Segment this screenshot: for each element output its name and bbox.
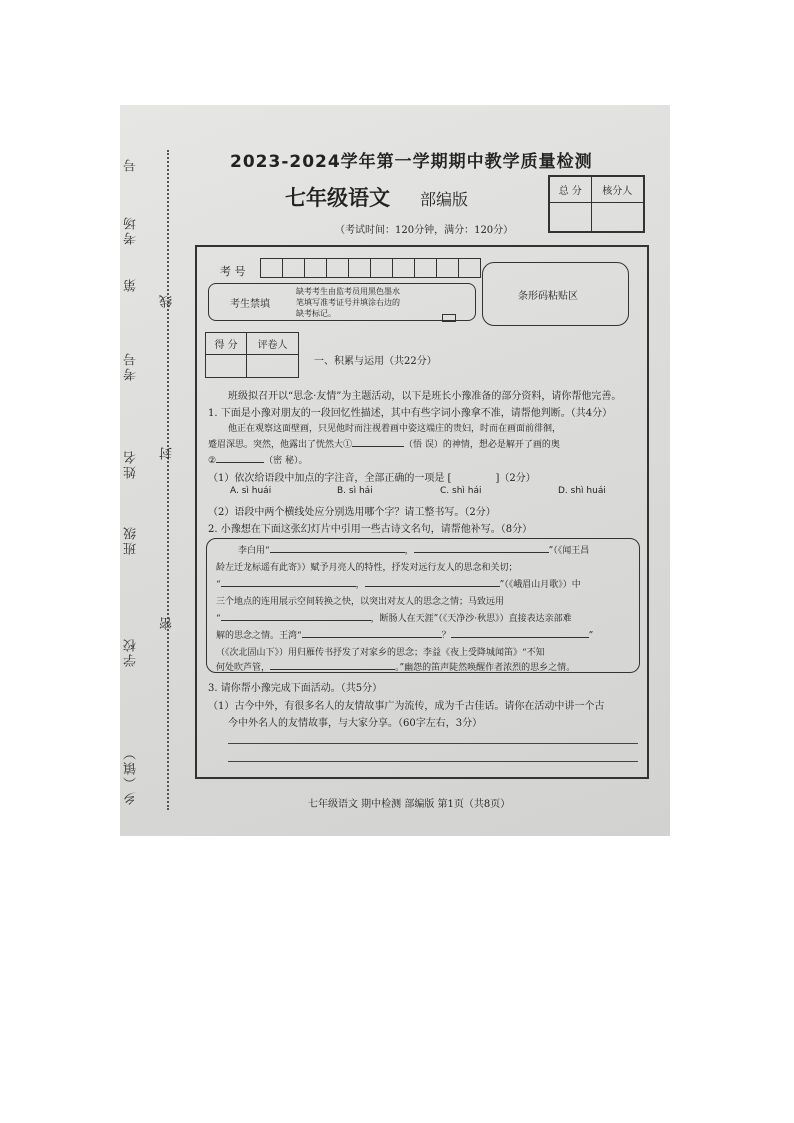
total-score-box [548,175,645,233]
exam-title: 2023-2024学年第一学期期中教学质量检测 [230,152,593,172]
margin-label-class: 班级 [124,525,139,555]
q2-text: 。”幽怨的笛声陡然唤醒作者浓烈的思乡之情。 [395,663,576,673]
q2-text: “ [216,580,221,590]
grader-cell[interactable] [247,355,299,378]
seal-word-secret: 密 [160,615,175,630]
checker-cell[interactable] [591,203,643,232]
q2-text: ， [404,546,414,556]
q1-stem: 1. 下面是小豫对朋友的一段回忆性描述，其中有些字词小豫拿不准，请帮他判断。（共4分） [208,408,613,419]
q2-text: ”（《闻王昌 [548,546,590,556]
q2-blank-1[interactable] [270,552,405,553]
edition-label: 部编版 [420,190,469,209]
q2-blank-5[interactable] [221,620,371,621]
binding-dotted-line [167,150,169,810]
forbidden-text-2: 笔填写准考证号并填涂右边的 [296,298,400,307]
q2-text: ”（《峨眉山月歌》）中 [499,580,581,590]
margin-label-di: 第 [124,277,139,292]
q1-passage-3b: （密 秘）。 [264,456,308,466]
section1-heading: 一、积累与运用（共22分） [314,356,437,367]
total-score-cell[interactable] [550,203,592,232]
q1-passage-2: 蹙眉深思。突然，他露出了恍然大① [208,440,353,450]
seal-word-line: 线 [160,293,175,308]
q3-answer-line-2[interactable] [228,761,638,762]
q1-passage-3a: ② [208,456,217,466]
q1-sub2: （2）语段中两个横线处应分别选用哪个字？请工整书写。（2分） [208,507,496,518]
q3-stem: 3. 请你帮小豫完成下面活动。（共5分） [208,683,383,694]
q2-text: 李白用“ [238,546,270,556]
q2-text: “ [216,614,221,624]
section1-intro: 班级拟召开以“思念·友情”为主题活动，以下是班长小豫准备的部分资料，请你帮他完善。 [228,391,622,402]
q2-line-2: 龄左迁龙标遥有此寄》）赋予月亮人的特性，抒发对远行友人的思念和关切； [216,563,518,573]
q2-blank-2[interactable] [414,552,549,553]
absence-mark-box[interactable] [442,314,456,322]
checker-label: 核分人 [591,177,643,203]
forbidden-text-3: 缺考标记。 [296,309,336,318]
margin-label-township: 乡（镇） [124,745,139,805]
q3-sub1-line-1: （1）古今中外，有很多名人的友情故事广为流传，成为千古佳话。请你在活动中讲一个古 [208,701,605,712]
forbidden-label: 考生禁填 [230,299,270,310]
margin-label-name: 姓名 [124,449,139,479]
subject-title: 七年级语文 [285,185,390,210]
score-cell[interactable] [206,355,247,378]
q2-text: ” [588,631,594,641]
q2-line-7: （《次北固山下》）用归雁传书抒发了对家乡的思念；李益《夜上受降城闻笛》“不知 [216,648,545,658]
q2-text: ，断肠人在天涯”（《天净沙·秋思》）直接表达亲部难 [370,614,572,624]
q3-sub1-line-2: 今中外名人的友情故事，与大家分享。（60字左右，3分） [228,718,483,729]
page-footer: 七年级语文 期中检测 部编版 第1页（共8页） [308,799,511,810]
q2-text: ？ [441,631,451,641]
q1-option-b[interactable]: B. sì hái [337,486,373,496]
q2-stem: 2. 小豫想在下面这张幻灯片中引用一些古诗文名句，请帮他补写。（8分） [208,524,533,535]
q2-blank-6[interactable] [302,637,442,638]
q2-blank-3[interactable] [221,586,356,587]
margin-label-exam-number: 考号 [124,351,139,381]
q1-passage-1: 他正在观察这面壁画，只见他时而注视着画中姿这端庄的贵妇，时而在画面前徘徊， [228,424,562,434]
grader-label: 评卷人 [247,333,299,355]
q2-blank-4[interactable] [365,586,500,587]
q2-text: 解的思念之情。王湾“ [216,631,302,641]
q1-sub1-end: ]（2分） [495,473,536,484]
q2-blank-8[interactable] [270,669,395,670]
q1-passage-2b: （悟 误）的神情，想必是解开了画的奥 [404,440,560,450]
exam-number-grid[interactable] [260,258,481,278]
q3-answer-line-1[interactable] [228,743,638,744]
seal-word-seal: 封 [160,445,175,460]
margin-label-number: 号 [124,157,139,172]
q2-line-4: 三个地点的连用展示空间转换之快，以突出对友人的思念之情；马致远用 [216,597,505,607]
q1-blank-1[interactable] [352,446,404,447]
q1-option-d[interactable]: D. shì huái [558,486,606,496]
exam-info: （考试时间：120分钟，满分：120分） [335,225,514,236]
margin-label-exam-room: 考场 [124,215,139,245]
q1-sub1: （1）依次给语段中加点的字注音，全部正确的一项是 [ [208,473,452,484]
q1-option-c[interactable]: C. shì hái [440,486,482,496]
q2-text: 何处吹芦管， [216,663,271,673]
grader-table [205,332,299,378]
q1-blank-2[interactable] [216,462,264,463]
q1-option-a[interactable]: A. sì huái [230,486,272,496]
barcode-label: 条形码粘贴区 [518,291,578,302]
score-label: 得 分 [206,333,247,355]
exam-number-label: 考 号 [220,265,246,278]
total-score-label: 总 分 [550,177,592,203]
q2-blank-7[interactable] [451,637,589,638]
q2-text: ， [355,580,365,590]
forbidden-text-1: 缺考考生由监考员用黑色墨水 [296,287,400,296]
margin-label-school: 学校 [124,637,139,667]
exam-paper-photo [120,105,670,836]
